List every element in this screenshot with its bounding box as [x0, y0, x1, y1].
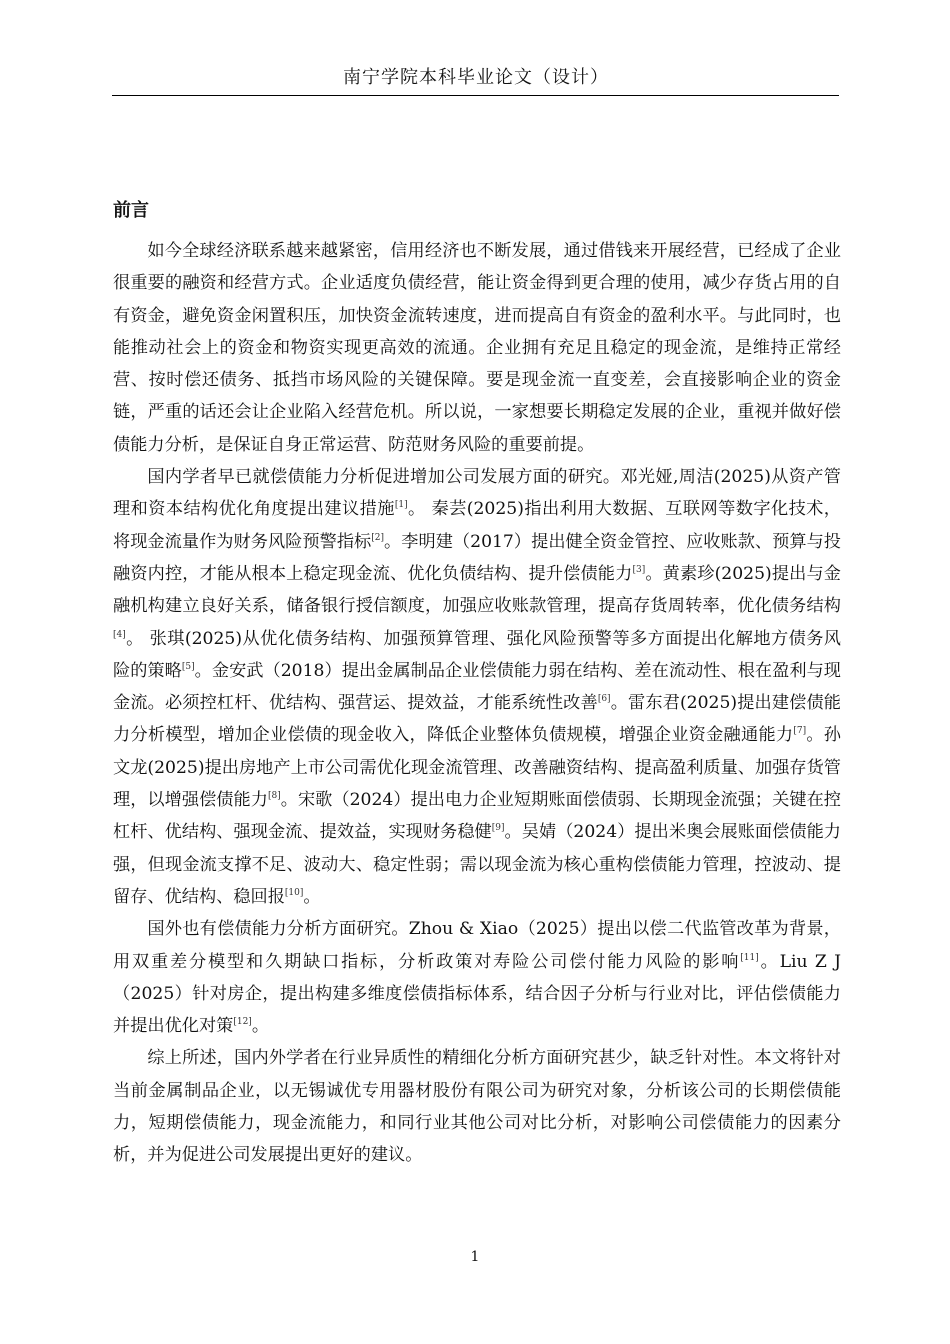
paragraph-text: 综上所述，国内外学者在行业异质性的精细化分析方面研究甚少，缺乏针对性。本文将针对当前金属制品企业，以无锡诚优专用器材股份有限公司为研究对象，分析该公司的长期偿债能力，短期偿债能力，现金流能力，和同行业其他公司对比分析，对影响公司偿债能力的因素分析，并为促进公司发展提出更好的建议。	[113, 1048, 841, 1166]
citation-marker: [11]	[740, 952, 759, 963]
citation-marker: [10]	[284, 887, 304, 898]
citation-marker: [9]	[491, 823, 505, 834]
paragraph-text: 。	[251, 1016, 270, 1037]
paragraph-text: 。 秦芸(2025)指出利用大数据、互联网等数字化技术，将现金流量作为财务风险预警指标	[113, 499, 841, 552]
paragraph-text: 国外也有偿债能力分析方面研究。Zhou & Xiao（2025）提出以偿二代监管改革为背景，用双重差分模型和久期缺口指标，分析政策对寿险公司偿付能力风险的影响	[113, 919, 841, 972]
citation-marker: [8]	[267, 791, 281, 802]
paragraph-text: 国内学者早已就偿债能力分析促进增加公司发展方面的研究。邓光娅,周洁(2025)从资产管理和资本结构优化角度提出建议措施	[113, 467, 841, 520]
body-text	[113, 235, 841, 1172]
citation-marker: [5]	[181, 661, 195, 672]
citation-marker: [12]	[233, 1017, 252, 1028]
paragraph-text: 。宋歌（2024）提出电力企业短期账面偿债弱、长期现金流强；关键在控杠杆、优结构、强现金流、提效益，实现财务稳健	[113, 790, 841, 843]
body-paragraph	[113, 461, 841, 913]
section-title: 前言	[113, 200, 149, 221]
paragraph-text: 。黄素珍(2025)提出与金融机构建立良好关系，储备银行授信额度，加强应收账款管理，提高存货周转率，优化债务结构	[113, 563, 841, 617]
citation-marker: [7]	[793, 726, 807, 737]
paragraph-text: 。孙文龙(2025)提出房地产上市公司需优化现金流管理、改善融资结构、提高盈利质量、加强存货管理，以增强偿债能力	[113, 725, 841, 811]
page-header-title: 南宁学院本科毕业论文（设计）	[343, 67, 609, 88]
citation-marker: [4]	[113, 629, 126, 640]
paragraph-text: 。雷东君(2025)提出建偿债能力分析模型，增加企业偿债的现金收入，降低企业整体负债规模，增强企业资金融通能力	[113, 693, 841, 746]
paragraph-text: 如今全球经济联系越来越紧密，信用经济也不断发展，通过借钱来开展经营，已经成了企业很重要的融资和经营方式。企业适度负债经营，能让资金得到更合理的使用，减少存货占用的自有资金，避免资金闲置积压，加快资金流转速度，进而提高自有资金的盈利水平。与此同时，也能推动社会上的资金和物资实现更高效的流通。企业拥有充足且稳定的现金流，是维持正常经营、按时偿还债务、抵挡市场风险的关键保障。要是现金流一直变差，会直接影响企业的资金链，严重的话还会让企业陷入经营危机。所以说，一家想要长期稳定发展的企业，重视并做好偿债能力分析，是保证自身正常运营、防范财务风险的重要前提。	[113, 241, 841, 455]
page-number: 1	[470, 1249, 480, 1265]
paragraph-text: 。李明建（2017）提出健全资金管控、应收账款、预算与投融资内控，才能从根本上稳定现金流、优化负债结构、提升偿债能力	[113, 531, 841, 584]
paragraph-text: 。吴婧（2024）提出米奥会展账面偿债能力强，但现金流支撑不足、波动大、稳定性弱；需以现金流为核心重构偿债能力管理，控波动、提留存、优结构、稳回报	[113, 822, 841, 907]
paragraph-text: 。 张琪(2025)从优化债务结构、加强预算管理、强化风险预警等多方面提出化解地方债务风险的策略	[113, 628, 841, 681]
header-divider	[112, 95, 839, 96]
citation-marker: [6]	[597, 694, 611, 705]
body-paragraph	[113, 235, 841, 461]
citation-marker: [1]	[394, 500, 408, 511]
body-paragraph	[113, 1042, 841, 1171]
citation-marker: [2]	[371, 532, 385, 543]
body-paragraph	[113, 913, 841, 1042]
paragraph-text: 。	[303, 886, 321, 907]
paragraph-text: 。金安武（2018）提出金属制品企业偿债能力弱在结构、差在流动性、根在盈利与现金流。必须控杠杆、优结构、强营运、提效益，才能系统性改善	[113, 660, 841, 714]
citation-marker: [3]	[632, 564, 646, 575]
paragraph-text: 。Liu Z J（2025）针对房企，提出构建多维度偿债指标体系，结合因子分析与行业对比，评估偿债能力并提出优化对策	[113, 951, 841, 1037]
